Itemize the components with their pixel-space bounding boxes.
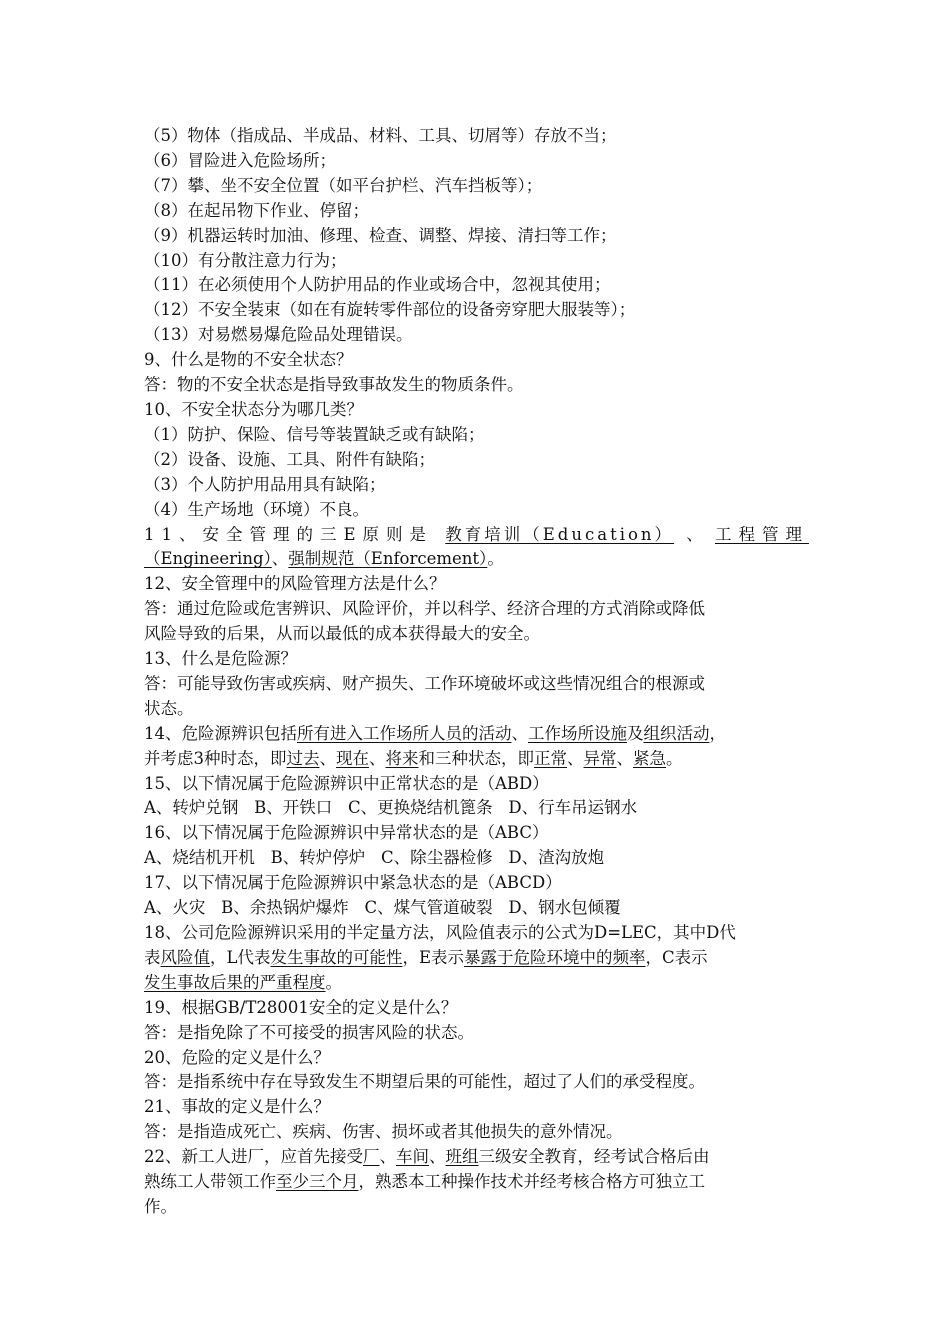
text: 并考虑3种时态，即	[144, 748, 287, 768]
answer-enforcement: 强制规范（Enforcement）	[288, 549, 488, 569]
separator: 、	[686, 524, 703, 544]
answer-9: 答：物的不安全状态是指导致事故发生的物质条件。	[144, 375, 524, 395]
list-item: （2）设备、设施、工具、附件有缺陷；	[144, 449, 435, 469]
answer-blank: 现在	[336, 748, 369, 768]
text: ，C表示	[645, 947, 708, 967]
question-22-line-3: 作。	[144, 1196, 177, 1216]
question-22-line-1	[144, 1145, 809, 1170]
options-17: A、火灾 B、余热锅炉爆炸 C、煤气管道破裂 D、钢水包倾覆	[144, 898, 621, 918]
question-18-line-1: 18、公司危险源辨识采用的半定量方法，风险值表示的公式为D=LEC，其中D代	[144, 923, 736, 942]
question-22	[144, 1145, 809, 1220]
text: 、	[319, 748, 336, 768]
list-item: （7）攀、坐不安全位置（如平台护栏、汽车挡板等）；	[144, 175, 543, 195]
question-15: 15、以下情况属于危险源辨识中正常状态的是（ABD）	[144, 773, 549, 793]
text: 和三种状态，即	[418, 748, 534, 768]
answer-blank: 车间	[396, 1147, 429, 1167]
answer-blank: 发生事故的可能性	[270, 947, 403, 967]
question-10: 10、不安全状态分为哪几类？	[144, 399, 363, 419]
answer-blank: 至少三个月	[276, 1172, 359, 1192]
question-11-line-2	[144, 547, 809, 572]
text: 22、新工人进厂，应首先接受	[144, 1147, 363, 1167]
answer-blank: 班组	[445, 1147, 479, 1167]
sentence-end: 。	[487, 549, 504, 569]
answer-blank: 风险值	[160, 947, 210, 967]
unsafe-behavior-list	[144, 124, 809, 348]
answer-blank: 工作场所设施	[528, 723, 627, 743]
question-14-line-2	[144, 747, 809, 772]
list-item: （12）不安全装束（如在有旋转零件部位的设备旁穿肥大服装等）；	[144, 300, 636, 320]
answer-19: 答：是指免除了不可接受的损害风险的状态。	[144, 1022, 474, 1042]
text: 、	[567, 748, 584, 768]
list-item: （8）在起吊物下作业、停留；	[144, 200, 369, 220]
text: ，	[709, 723, 726, 743]
answer-education: 教育培训（Education）	[445, 524, 675, 544]
text: 14、危险源辨识包括	[144, 723, 297, 743]
answer-blank: 异常	[583, 748, 617, 768]
options-16: A、烧结机开机 B、转炉停炉 C、除尘器检修 D、渣沟放炮	[144, 848, 605, 868]
question-13: 13、什么是危险源？	[144, 649, 297, 669]
text: ，熟悉本工种操作技术并经考核合格方可独立工	[358, 1172, 705, 1192]
text: ，L代表	[210, 947, 271, 967]
list-item: （4）生产场地（环境）不良。	[144, 499, 369, 519]
question-9: 9、什么是物的不安全状态？	[144, 350, 353, 370]
question-11	[144, 523, 809, 573]
list-item: （3）个人防护用品用具有缺陷；	[144, 474, 386, 494]
question-22-line-2	[144, 1170, 809, 1195]
list-item: （13）对易燃易爆危险品处理错误。	[144, 325, 413, 345]
list-item: （5）物体（指成品、半成品、材料、工具、切屑等）存放不当；	[144, 126, 617, 145]
question-11-prefix: 11、安全管理的三E原则是	[144, 524, 434, 544]
answer-blank: 厂	[363, 1147, 380, 1167]
question-16: 16、以下情况属于危险源辨识中异常状态的是（ABC）	[144, 823, 549, 843]
text: 。	[325, 972, 342, 992]
text: 、	[379, 1147, 396, 1167]
text: 表	[144, 947, 161, 967]
answer-blank: 过去	[286, 748, 320, 768]
answer-engineering-part1: 工程管理	[714, 524, 809, 544]
answer-blank: 将来	[385, 748, 419, 768]
list-item: （6）冒险进入危险场所；	[144, 150, 336, 170]
text: 。	[666, 748, 683, 768]
document-page	[144, 124, 809, 1220]
question-21: 21、事故的定义是什么？	[144, 1097, 330, 1117]
question-18-line-2	[144, 946, 809, 971]
text: 、	[616, 748, 633, 768]
answer-blank: 发生事故后果的严重程度	[144, 972, 326, 992]
answer-12-line-1: 答：通过危险或危害辨识、风险评价，并以科学、经济合理的方式消除或降低	[144, 599, 705, 619]
answer-12-line-2: 风险导致的后果，从而以最低的成本获得最大的安全。	[144, 624, 540, 644]
text: 、	[429, 1147, 446, 1167]
list-item: （1）防护、保险、信号等装置缺乏或有缺陷；	[144, 424, 485, 444]
question-14	[144, 722, 809, 772]
list-item: （11）在必须使用个人防护用品的作业或场合中，忽视其使用；	[144, 275, 611, 295]
separator: 、	[271, 549, 289, 569]
question-11-line-1	[144, 523, 809, 548]
answer-blank: 所有进入工作场所人员的活动	[297, 723, 512, 743]
text: 、	[369, 748, 386, 768]
question-19: 19、根据GB/T28001安全的定义是什么？	[144, 997, 458, 1017]
answer-13-line-1: 答：可能导致伤害或疾病、财产损失、工作环境破坏或这些情况组合的根源或	[144, 673, 705, 693]
question-20: 20、危险的定义是什么？	[144, 1047, 330, 1067]
answer-blank: 紧急	[633, 748, 666, 768]
question-17: 17、以下情况属于危险源辨识中紧急状态的是（ABCD）	[144, 873, 562, 893]
answer-engineering-part2: （Engineering）	[144, 549, 272, 569]
answer-blank: 正常	[534, 748, 567, 768]
question-18-line-3	[144, 971, 809, 996]
text: 熟练工人带领工作	[144, 1172, 276, 1192]
options-15: A、转炉兑钢 B、开铁口 C、更换烧结机篦条 D、行车吊运钢水	[144, 798, 638, 818]
question-14-line-1	[144, 722, 809, 747]
question-18	[144, 921, 809, 996]
answer-blank: 组织活动	[643, 723, 710, 743]
answer-13-line-2: 状态。	[144, 698, 194, 718]
answer-21: 答：是指造成死亡、疾病、伤害、损坏或者其他损失的意外情况。	[144, 1122, 623, 1142]
text: 及	[627, 723, 644, 743]
text: 、	[511, 723, 528, 743]
question-12: 12、安全管理中的风险管理方法是什么？	[144, 574, 446, 594]
answer-20: 答：是指系统中存在导致发生不期望后果的可能性，超过了人们的承受程度。	[144, 1072, 705, 1092]
answer-blank: 暴露于危险环境中的频率	[464, 947, 646, 967]
text: ，E表示	[402, 947, 465, 967]
text: 三级安全教育，经考试合格后由	[478, 1147, 710, 1167]
list-item: （10）有分散注意力行为；	[144, 250, 347, 270]
list-item: （9）机器运转时加油、修理、检查、调整、焊接、清扫等工作；	[144, 225, 617, 245]
